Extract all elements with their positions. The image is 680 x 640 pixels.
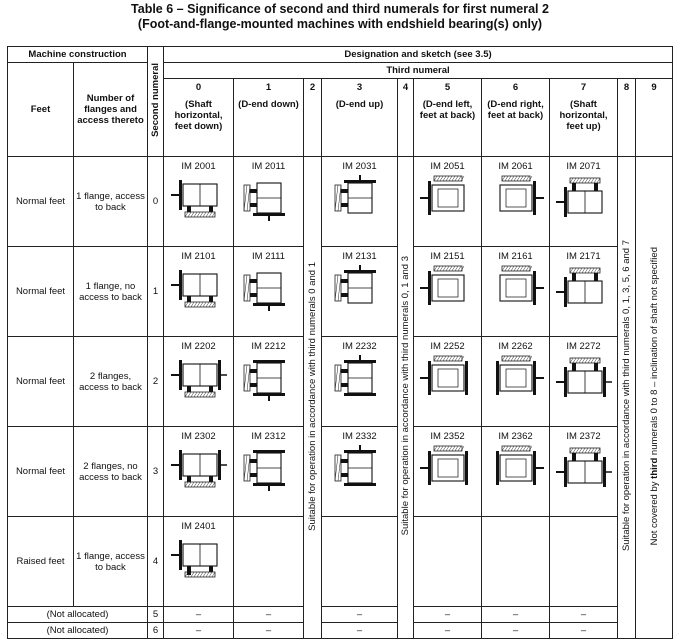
dash-cell: –	[322, 607, 398, 623]
machine-sketch-icon	[556, 265, 612, 311]
designation-code: IM 2101	[181, 251, 216, 262]
machine-sketch-icon	[171, 265, 227, 311]
machine-sketch-icon	[241, 445, 297, 491]
designation-table	[7, 46, 673, 639]
note-col-9: Not covered by third numerals 0 to 8 – inclination of shaft not specified	[636, 157, 673, 639]
col-description: (Shaft horizontal, feet down)	[174, 99, 223, 132]
second-numeral-header: Second numeral	[148, 47, 164, 157]
designation-cell	[164, 157, 234, 247]
table-row	[8, 607, 673, 623]
title-line-1: Table 6 – Significance of second and third numerals for first numeral 2	[131, 2, 549, 16]
feet-cell: Normal feet	[8, 337, 74, 427]
col-number: 1	[265, 82, 272, 93]
designation-cell	[550, 427, 618, 517]
flanges-cell: 1 flange, access to back	[74, 517, 148, 607]
dash-cell: –	[550, 623, 618, 639]
designation-code: IM 2302	[181, 431, 216, 442]
col-number: 5	[444, 82, 451, 93]
feet-cell: Normal feet	[8, 427, 74, 517]
designation-code: IM 2001	[181, 161, 216, 172]
machine-sketch-icon	[241, 355, 297, 401]
designation-cell	[550, 247, 618, 337]
machine-construction-header: Machine construction	[8, 47, 148, 63]
third-numeral-col-1	[234, 79, 304, 157]
table-row	[8, 157, 673, 247]
col-description: (D-end up)	[335, 99, 384, 110]
designation-code: IM 2071	[566, 161, 601, 172]
designation-code: IM 2252	[430, 341, 465, 352]
third-numeral-col-2	[304, 79, 322, 157]
flanges-cell: 2 flanges, access to back	[74, 337, 148, 427]
second-numeral-cell: 2	[148, 337, 164, 427]
flanges-header: Number of flanges and access thereto	[74, 63, 148, 157]
designation-header: Designation and sketch (see 3.5)	[164, 47, 673, 63]
empty-cell	[482, 517, 550, 607]
flanges-cell: 1 flange, no access to back	[74, 247, 148, 337]
dash-cell: –	[482, 607, 550, 623]
designation-cell	[482, 337, 550, 427]
dash-cell: –	[164, 623, 234, 639]
note-col-2: Suitable for operation in accordance with third numerals 0 and 1	[304, 157, 322, 639]
col-number: 8	[623, 82, 630, 93]
machine-sketch-icon	[556, 445, 612, 491]
not-allocated-label: (Not allocated)	[8, 623, 148, 639]
designation-code: IM 2362	[498, 431, 533, 442]
empty-cell	[322, 517, 398, 607]
designation-cell	[164, 427, 234, 517]
third-numeral-col-9	[636, 79, 673, 157]
designation-code: IM 2061	[498, 161, 533, 172]
empty-cell	[234, 517, 304, 607]
table-row	[8, 337, 673, 427]
third-numeral-col-3	[322, 79, 398, 157]
machine-sketch-icon	[556, 175, 612, 221]
note-col-4: Suitable for operation in accordance with third numerals 0, 1 and 3	[398, 157, 414, 639]
designation-code: IM 2171	[566, 251, 601, 262]
machine-sketch-icon	[420, 265, 476, 311]
designation-cell	[322, 157, 398, 247]
machine-sketch-icon	[332, 445, 388, 491]
flanges-cell: 2 flanges, no access to back	[74, 427, 148, 517]
table-row	[8, 427, 673, 517]
designation-cell	[164, 247, 234, 337]
machine-sketch-icon	[241, 265, 297, 311]
second-numeral-cell: 3	[148, 427, 164, 517]
col-description: (D-end right, feet at back)	[487, 99, 544, 121]
feet-header: Feet	[8, 63, 74, 157]
col-description: (D-end left, feet at back)	[419, 99, 476, 121]
designation-code: IM 2011	[251, 161, 286, 172]
machine-sketch-icon	[332, 175, 388, 221]
third-numeral-col-4	[398, 79, 414, 157]
dash-cell: –	[164, 607, 234, 623]
designation-cell	[234, 427, 304, 517]
col-number: 0	[195, 82, 202, 93]
designation-code: IM 2051	[430, 161, 465, 172]
dash-cell: –	[414, 607, 482, 623]
designation-cell	[482, 157, 550, 247]
third-numeral-header: Third numeral	[164, 63, 673, 79]
table-title	[0, 2, 680, 32]
designation-code: IM 2352	[430, 431, 465, 442]
table-row	[8, 623, 673, 639]
designation-code: IM 2031	[342, 161, 377, 172]
second-numeral-cell: 4	[148, 517, 164, 607]
designation-cell	[322, 337, 398, 427]
second-numeral-cell: 1	[148, 247, 164, 337]
note-col-8: Suitable for operation in accordance with third numerals 0, 1, 3, 5, 6 and 7	[618, 157, 636, 639]
feet-cell: Normal feet	[8, 247, 74, 337]
col-number: 3	[356, 82, 363, 93]
designation-code: IM 2212	[251, 341, 286, 352]
designation-cell	[234, 247, 304, 337]
third-numeral-col-7	[550, 79, 618, 157]
machine-sketch-icon	[556, 355, 612, 401]
designation-cell	[482, 247, 550, 337]
col-number: 6	[512, 82, 519, 93]
designation-code: IM 2161	[498, 251, 533, 262]
designation-code: IM 2272	[566, 341, 601, 352]
dash-cell: –	[234, 607, 304, 623]
dash-cell: –	[482, 623, 550, 639]
machine-sketch-icon	[241, 175, 297, 221]
designation-code: IM 2332	[342, 431, 377, 442]
empty-cell	[414, 517, 482, 607]
designation-cell	[550, 337, 618, 427]
machine-sketch-icon	[420, 175, 476, 221]
designation-code: IM 2312	[251, 431, 286, 442]
designation-cell	[164, 517, 234, 607]
col-number: 9	[651, 82, 657, 93]
designation-cell	[414, 157, 482, 247]
table-row	[8, 517, 673, 607]
not-allocated-label: (Not allocated)	[8, 607, 148, 623]
dash-cell: –	[414, 623, 482, 639]
machine-sketch-icon	[420, 355, 476, 401]
dash-cell: –	[234, 623, 304, 639]
machine-sketch-icon	[171, 355, 227, 401]
designation-cell	[234, 337, 304, 427]
machine-sketch-icon	[420, 445, 476, 491]
designation-cell	[164, 337, 234, 427]
table-row	[8, 247, 673, 337]
designation-code: IM 2202	[181, 341, 216, 352]
second-numeral-cell: 6	[148, 623, 164, 639]
third-numeral-col-5	[414, 79, 482, 157]
second-numeral-cell: 0	[148, 157, 164, 247]
third-numeral-col-6	[482, 79, 550, 157]
machine-sketch-icon	[488, 355, 544, 401]
designation-code: IM 2111	[252, 251, 285, 262]
col-number: 7	[580, 82, 587, 93]
designation-cell	[322, 247, 398, 337]
designation-cell	[414, 427, 482, 517]
designation-cell	[414, 337, 482, 427]
designation-code: IM 2401	[181, 521, 216, 532]
machine-sketch-icon	[332, 355, 388, 401]
col-number: 4	[402, 82, 409, 93]
dash-cell: –	[550, 607, 618, 623]
machine-sketch-icon	[332, 265, 388, 311]
designation-code: IM 2262	[498, 341, 533, 352]
machine-sketch-icon	[488, 175, 544, 221]
third-numeral-col-8	[618, 79, 636, 157]
col-description: (D-end down)	[238, 99, 299, 110]
dash-cell: –	[322, 623, 398, 639]
machine-sketch-icon	[488, 265, 544, 311]
third-numeral-col-0	[164, 79, 234, 157]
col-description: (Shaft horizontal, feet up)	[559, 99, 608, 132]
designation-code: IM 2151	[430, 251, 465, 262]
designation-cell	[414, 247, 482, 337]
col-number: 2	[309, 82, 316, 93]
flanges-cell: 1 flange, access to back	[74, 157, 148, 247]
designation-code: IM 2372	[566, 431, 601, 442]
designation-code: IM 2131	[342, 251, 377, 262]
machine-sketch-icon	[488, 445, 544, 491]
designation-code: IM 2232	[342, 341, 377, 352]
designation-cell	[234, 157, 304, 247]
feet-cell: Normal feet	[8, 157, 74, 247]
empty-cell	[550, 517, 618, 607]
second-numeral-cell: 5	[148, 607, 164, 623]
title-line-2: (Foot-and-flange-mounted machines with endshield bearing(s) only)	[137, 17, 543, 31]
feet-cell: Raised feet	[8, 517, 74, 607]
designation-cell	[482, 427, 550, 517]
machine-sketch-icon	[171, 445, 227, 491]
designation-cell	[322, 427, 398, 517]
machine-sketch-icon	[171, 535, 227, 581]
designation-cell	[550, 157, 618, 247]
machine-sketch-icon	[171, 175, 227, 221]
